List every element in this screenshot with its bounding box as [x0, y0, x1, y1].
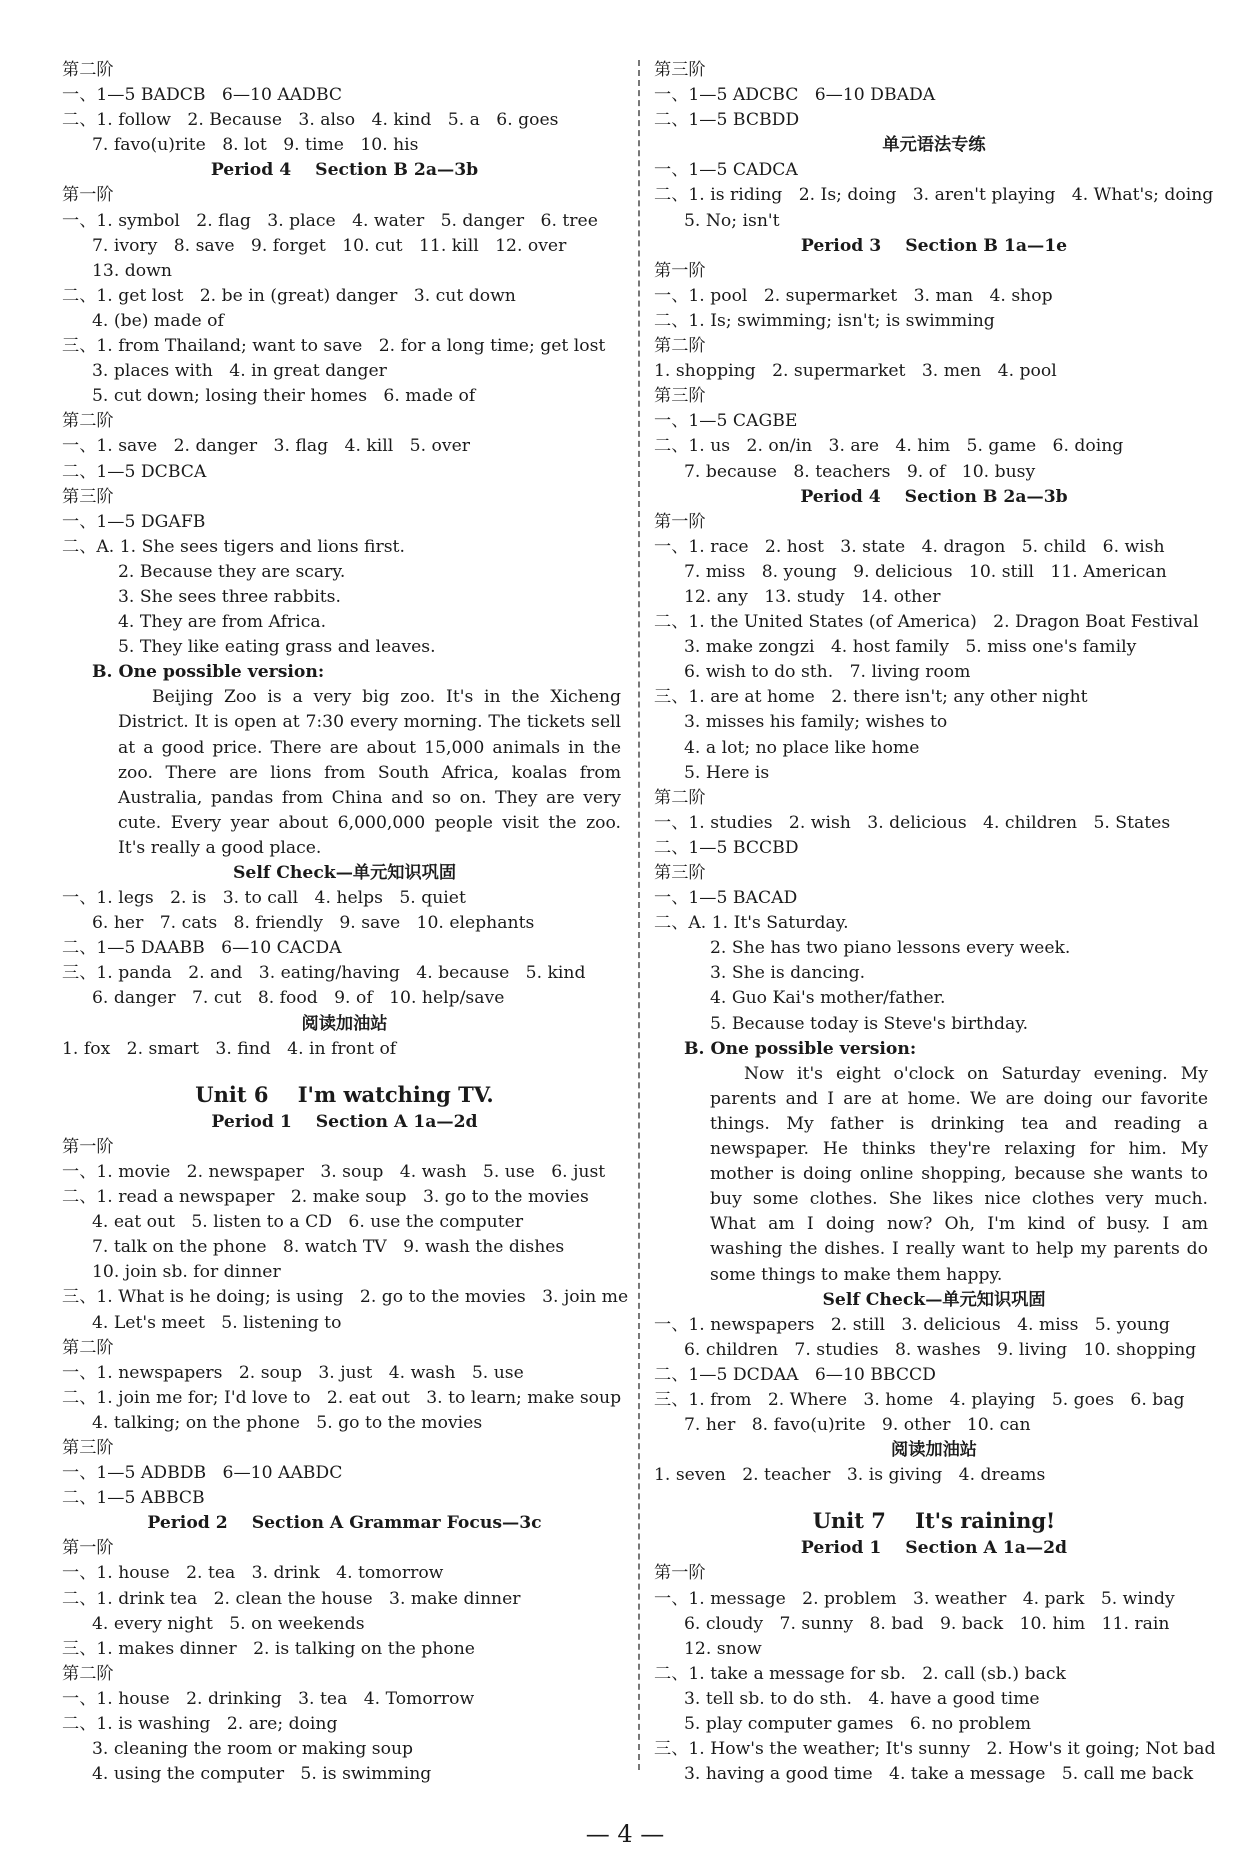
- answer-line: B. One possible version:: [684, 1038, 917, 1059]
- answer-line: 三、1. are at home 2. there isn't; any other night: [654, 687, 1088, 708]
- page-number: — 4 —: [585, 1820, 665, 1848]
- answer-line: 一、1. message 2. problem 3. weather 4. park 5. windy: [654, 1588, 1175, 1609]
- answer-line: 二、1. drink tea 2. clean the house 3. make dinner: [62, 1588, 521, 1609]
- answer-line: 5. play computer games 6. no problem: [684, 1714, 1032, 1734]
- answer-line: 一、1—5 BACAD: [654, 888, 798, 909]
- answer-line: 5. No; isn't: [684, 210, 780, 231]
- answer-line: 第二阶: [654, 787, 706, 808]
- answer-line: 1. seven 2. teacher 3. is giving 4. dreams: [654, 1465, 1046, 1486]
- section-spacer: [654, 1488, 1214, 1500]
- answer-line: 4. using the computer 5. is swimming: [92, 1764, 432, 1785]
- answer-line: 6. cloudy 7. sunny 8. bad 9. back 10. him 11. rain: [684, 1613, 1170, 1634]
- answer-line: 2. Because they are scary.: [118, 561, 346, 582]
- answer-line: 12. any 13. study 14. other: [684, 586, 941, 607]
- answer-line: 二、1. Is; swimming; isn't; is swimming: [654, 310, 995, 331]
- answer-line: 第一阶: [654, 511, 706, 532]
- answer-line: 三、1. panda 2. and 3. eating/having 4. because 5. kind: [62, 963, 586, 984]
- section-heading: Period 4 Section B 2a—3b: [210, 160, 479, 181]
- answer-line: 二、1. is washing 2. are; doing: [62, 1714, 338, 1734]
- answer-line: 3. She sees three rabbits.: [118, 586, 341, 607]
- answer-line: 3. make zongzi 4. host family 5. miss one's family: [684, 637, 1137, 658]
- answer-line: 6. her 7. cats 8. friendly 9. save 10. elephants: [92, 913, 535, 934]
- answer-line: 一、1. house 2. drinking 3. tea 4. Tomorrow: [62, 1688, 475, 1709]
- answer-line: 一、1—5 CAGBE: [654, 411, 798, 432]
- answer-line: 4. a lot; no place like home: [684, 737, 920, 758]
- answer-line: 二、A. 1. It's Saturday.: [654, 913, 849, 934]
- answer-line: 7. ivory 8. save 9. forget 10. cut 11. kill 12. over: [92, 235, 567, 256]
- answer-line: 二、1—5 DAABB 6—10 CACDA: [62, 938, 342, 959]
- answer-line: 二、1. the United States (of America) 2. Dragon Boat Festival: [654, 612, 1199, 633]
- answer-line: 3. having a good time 4. take a message 5. call me back: [684, 1764, 1194, 1785]
- section-heading: Period 1 Section A 1a—2d: [800, 1538, 1068, 1559]
- answer-line: 第一阶: [654, 1563, 706, 1584]
- answer-line: 7. talk on the phone 8. watch TV 9. wash the dishes: [92, 1237, 565, 1258]
- answer-line: 4. (be) made of: [92, 310, 224, 331]
- answer-line: 4. eat out 5. listen to a CD 6. use the computer: [92, 1212, 524, 1233]
- section-heading: Period 4 Section B 2a—3b: [800, 486, 1068, 507]
- sample-essay-paragraph: Beijing Zoo is a very big zoo. It's in the Xicheng District. It is open at 7:30 every morning. The tickets sell at a good price. There are about 15,000 animals in the zoo. There are lions from South Africa, koalas from Australia, pandas from China and so on. They are very cute. Every year about 6,000,000 people visit the zoo. It's really a good place.: [118, 687, 621, 858]
- section-heading: Self Check—单元知识巩固: [232, 863, 457, 883]
- answer-line: 第一阶: [654, 260, 706, 281]
- answer-line: 7. miss 8. young 9. delicious 10. still 11. American: [684, 561, 1167, 582]
- answer-line: 10. join sb. for dinner: [92, 1262, 281, 1283]
- answer-line: 4. Let's meet 5. listening to: [92, 1312, 342, 1333]
- answer-line: 一、1. symbol 2. flag 3. place 4. water 5. danger 6. tree: [62, 210, 598, 231]
- section-spacer: [62, 1062, 627, 1074]
- answer-line: 一、1. race 2. host 3. state 4. dragon 5. child 6. wish: [654, 536, 1165, 557]
- answer-line: 二、1. take a message for sb. 2. call (sb.) back: [654, 1663, 1066, 1684]
- answer-line: 4. Guo Kai's mother/father.: [710, 988, 946, 1009]
- answer-line: 7. because 8. teachers 9. of 10. busy: [684, 461, 1036, 482]
- answer-line: 3. She is dancing.: [710, 963, 866, 984]
- answer-column-left: [62, 58, 627, 1787]
- answer-line: 6. danger 7. cut 8. food 9. of 10. help/save: [92, 988, 505, 1009]
- answer-line: 一、1. pool 2. supermarket 3. man 4. shop: [654, 285, 1053, 306]
- section-heading: 阅读加油站: [301, 1013, 388, 1034]
- answer-line: 二、1. us 2. on/in 3. are 4. him 5. game 6. doing: [654, 436, 1124, 457]
- answer-line: 二、1—5 BCBDD: [654, 110, 800, 131]
- answer-line: 1. shopping 2. supermarket 3. men 4. pool: [654, 361, 1057, 382]
- answer-line: 第一阶: [62, 185, 114, 206]
- answer-line: 二、1. follow 2. Because 3. also 4. kind 5. a 6. goes: [62, 110, 559, 131]
- answer-line: 二、1—5 ABBCB: [62, 1488, 205, 1509]
- answer-line: 4. every night 5. on weekends: [92, 1613, 365, 1634]
- answer-line: 5. Because today is Steve's birthday.: [710, 1013, 1029, 1034]
- answer-line: 一、1—5 DGAFB: [62, 511, 206, 532]
- sample-essay-paragraph: Now it's eight o'clock on Saturday evening. My parents and I are at home. We are doing our favorite things. My father is drinking tea and reading a newspaper. He thinks they're relaxing for him. My mother is doing online shopping, because she wants to buy some clothes. She likes nice clothes very much. What am I doing now? Oh, I'm kind of busy. I am washing the dishes. I really want to help my parents do some things to make them happy.: [710, 1063, 1208, 1285]
- answer-line: 2. She has two piano lessons every week.: [710, 938, 1071, 959]
- answer-line: 一、1. legs 2. is 3. to call 4. helps 5. quiet: [62, 888, 466, 909]
- answer-line: 三、1. makes dinner 2. is talking on the phone: [62, 1638, 475, 1659]
- answer-line: 二、1. is riding 2. Is; doing 3. aren't playing 4. What's; doing: [654, 185, 1214, 206]
- answer-line: 3. cleaning the room or making soup: [92, 1739, 414, 1760]
- answer-line: 一、1—5 ADCBC 6—10 DBADA: [654, 85, 936, 106]
- answer-line: 5. They like eating grass and leaves.: [118, 637, 436, 658]
- answer-line: 一、1—5 ADBDB 6—10 AABDC: [62, 1463, 343, 1484]
- answer-line: 二、1—5 BCCBD: [654, 837, 799, 858]
- answer-line: 二、1. get lost 2. be in (great) danger 3. cut down: [62, 285, 516, 306]
- answer-line: 3. misses his family; wishes to: [684, 712, 948, 733]
- answer-line: 第二阶: [62, 60, 114, 80]
- answer-line: 第二阶: [654, 336, 706, 357]
- section-heading: Unit 7 It's raining!: [812, 1508, 1056, 1534]
- answer-line: 一、1. newspapers 2. still 3. delicious 4. miss 5. young: [654, 1314, 1170, 1335]
- answer-line: 7. her 8. favo(u)rite 9. other 10. can: [684, 1415, 1031, 1436]
- answer-line: 3. places with 4. in great danger: [92, 361, 387, 382]
- answer-line: 二、A. 1. She sees tigers and lions first.: [62, 536, 405, 557]
- answer-line: 第一阶: [62, 1538, 114, 1559]
- section-heading: Period 2 Section A Grammar Focus—3c: [147, 1513, 542, 1534]
- answer-line: 二、1—5 DCDAA 6—10 BBCCD: [654, 1364, 936, 1385]
- section-heading: 单元语法专练: [882, 135, 986, 156]
- answer-line: 一、1. studies 2. wish 3. delicious 4. children 5. States: [654, 812, 1171, 833]
- section-heading: Unit 6 I'm watching TV.: [195, 1081, 494, 1107]
- section-heading: 阅读加油站: [891, 1440, 977, 1461]
- answer-line: 一、1. movie 2. newspaper 3. soup 4. wash 5. use 6. just: [62, 1161, 606, 1182]
- answer-line: 二、1. read a newspaper 2. make soup 3. go to the movies: [62, 1187, 589, 1208]
- answer-line: 13. down: [92, 260, 172, 281]
- answer-line: 第一阶: [62, 1136, 114, 1157]
- answer-line: 7. favo(u)rite 8. lot 9. time 10. his: [92, 135, 419, 156]
- answer-line: 4. They are from Africa.: [118, 612, 327, 633]
- answer-line: 一、1. newspapers 2. soup 3. just 4. wash 5. use: [62, 1362, 524, 1383]
- answer-line: 5. cut down; losing their homes 6. made of: [92, 386, 476, 407]
- answer-line: 第三阶: [654, 386, 706, 407]
- answer-line: 第三阶: [654, 60, 706, 80]
- section-heading: Self Check—单元知识巩固: [822, 1289, 1046, 1310]
- answer-line: 第三阶: [62, 1437, 114, 1458]
- answer-line: 12. snow: [684, 1638, 762, 1659]
- section-heading: Period 1 Section A 1a—2d: [211, 1111, 478, 1132]
- answer-line: 一、1. house 2. tea 3. drink 4. tomorrow: [62, 1563, 444, 1584]
- answer-line: 一、1. save 2. danger 3. flag 4. kill 5. over: [62, 436, 470, 457]
- answer-line: 6. wish to do sth. 7. living room: [684, 662, 971, 683]
- answer-line: 第三阶: [654, 863, 706, 883]
- answer-line: 3. tell sb. to do sth. 4. have a good time: [684, 1688, 1040, 1709]
- answer-line: 三、1. What is he doing; is using 2. go to the movies 3. join me: [62, 1287, 629, 1308]
- answer-line: 6. children 7. studies 8. washes 9. living 10. shopping: [684, 1339, 1197, 1360]
- answer-line: 5. Here is: [684, 762, 770, 783]
- answer-line: 三、1. How's the weather; It's sunny 2. How's it going; Not bad: [654, 1739, 1216, 1760]
- answer-line: 二、1—5 DCBCA: [62, 461, 207, 482]
- answer-column-right: [654, 58, 1214, 1787]
- answer-line: 第三阶: [62, 486, 114, 507]
- column-divider: [638, 60, 640, 1770]
- answer-line: 第二阶: [62, 1663, 114, 1684]
- answer-line: 二、1. join me for; I'd love to 2. eat out 3. to learn; make soup: [62, 1387, 622, 1408]
- answer-line: 三、1. from Thailand; want to save 2. for a long time; get lost: [62, 336, 606, 357]
- answer-line: B. One possible version:: [92, 662, 325, 683]
- answer-line: 4. talking; on the phone 5. go to the movies: [92, 1412, 483, 1433]
- answer-line: 第二阶: [62, 411, 114, 432]
- section-heading: Period 3 Section B 1a—1e: [800, 235, 1068, 256]
- answer-line: 1. fox 2. smart 3. find 4. in front of: [62, 1038, 397, 1059]
- answer-line: 第二阶: [62, 1337, 114, 1358]
- answer-line: 一、1—5 BADCB 6—10 AADBC: [62, 85, 343, 106]
- answer-line: 三、1. from 2. Where 3. home 4. playing 5. goes 6. bag: [654, 1389, 1185, 1410]
- answer-line: 一、1—5 CADCA: [654, 160, 798, 181]
